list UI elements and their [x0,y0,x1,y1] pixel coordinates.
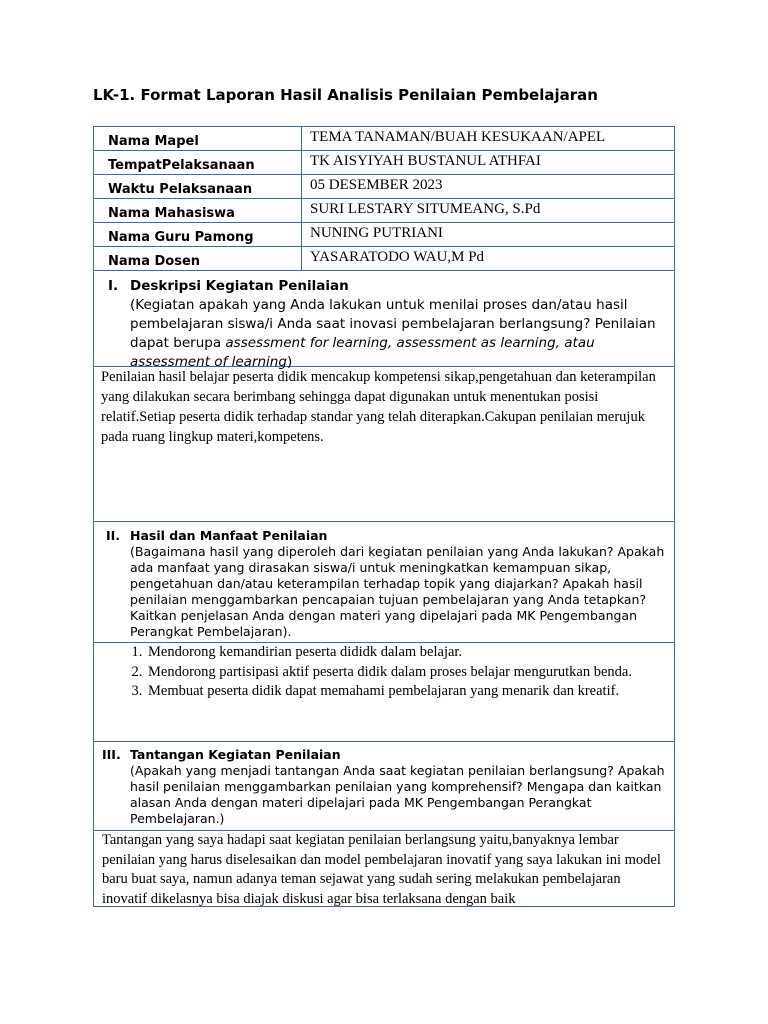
info-label: Nama Mahasiswa [94,199,302,223]
section-heading: Deskripsi Kegiatan Penilaian [130,278,349,294]
list-item: 3. Membuat peserta didik dapat memahami pembelajaran yang menarik dan kreatif. [146,682,674,702]
info-value: 05 DESEMBER 2023 [302,175,675,199]
list-item: 1. Mendorong kemandirian peserta dididk dalam belajar. [146,643,674,663]
answer-list [94,643,674,702]
prompt-end: ) [286,354,293,370]
info-label: Nama Dosen [94,247,302,271]
info-value: TK AISYIYAH BUSTANUL ATHFAI [302,151,675,175]
section-1-answer [93,367,675,522]
section-3-answer [93,831,675,907]
prompt-text: (Kegiatan apakah yang Anda lakukan untuk menilai proses dan/atau hasil pembelajaran siswa/i Anda saat inovasi pembelajaran berlangsung? Penilaian dapat berupa [130,297,656,351]
section-number: II. [106,528,121,543]
section-3-header [93,742,675,831]
info-row-mapel [94,127,675,151]
info-label: Nama Guru Pamong [94,223,302,247]
info-row-mahasiswa [94,199,675,223]
section-heading: Hasil dan Manfaat Penilaian [130,528,328,543]
answer-text: Penilaian hasil belajar peserta didik mencakup kompetensi sikap,pengetahuan dan keterampilan yang dilakukan secara berimbang sehingga dapat digunakan untuk menentukan posisi relatif.Setiap peserta didik terhadap standar yang telah diterapkan.Cakupan penilaian merujuk pada ruang lingkup materi,kompetens. [101,369,656,445]
info-label: TempatPelaksanaan [94,151,302,175]
section-number: III. [102,747,121,762]
info-row-waktu [94,175,675,199]
info-value: NUNING PUTRIANI [302,223,675,247]
list-item: 2. Mendorong partisipasi aktif peserta didik dalam proses belajar mengurutkan benda. [146,663,674,683]
info-label: Waktu Pelaksanaan [94,175,302,199]
answer-text: Tantangan yang saya hadapi saat kegiatan penilaian berlangsung yaitu,banyaknya lembar penilaian yang harus diselesaikan dan model pembelajaran inovatif yang saya lakukan ini model baru buat saya, namun adanya teman sejawat yang sudah sering melakukan pembelajaran inovatif dikelasnya bisa diajak diskusi agar bisa terlaksana dengan baik [102,832,661,907]
section-prompt [130,297,656,370]
info-value: YASARATODO WAU,M Pd [302,247,675,271]
section-1-header [93,271,675,370]
info-row-guru-pamong [94,223,675,247]
document-title: LK-1. Format Laporan Hasil Analisis Penilaian Pembelajaran [93,86,598,104]
section-2-answer [93,643,675,742]
info-value: TEMA TANAMAN/BUAH KESUKAAN/APEL [302,127,675,151]
info-value: SURI LESTARY SITUMEANG, S.Pd [302,199,675,223]
info-table [93,126,675,271]
section-heading: Tantangan Kegiatan Penilaian [130,747,341,762]
section-2-header [93,522,675,643]
section-prompt: (Bagaimana hasil yang diperoleh dari kegiatan penilaian yang Anda lakukan? Apakah ada manfaat yang dirasakan siswa/i untuk meningkatkan kemampuan sikap, pengetahuan dan/atau keterampilan terhadap topik yang diajarkan? Apakah hasil penilaian menggambarkan pencapaian tujuan pembelajaran yang Anda tetapkan? Kaitkan penjelasan Anda dengan materi yang dipelajari pada MK Pengembangan Perangkat Pembelajaran). [130,544,665,639]
section-number: I. [108,278,119,294]
prompt-italic-text: assessment for learning, assessment as learning, atau assessment of learning [130,335,595,370]
info-row-tempat [94,151,675,175]
report-form [93,126,675,907]
info-label: Nama Mapel [94,127,302,151]
info-row-dosen [94,247,675,271]
section-prompt: (Apakah yang menjadi tantangan Anda saat kegiatan penilaian berlangsung? Apakah hasil penilaian menggambarkan penilaian yang komprehensif? Mengapa dan kaitkan alasan Anda dengan materi dipelajari pada MK Pengembangan Perangkat Pembelajaran.) [130,763,665,826]
